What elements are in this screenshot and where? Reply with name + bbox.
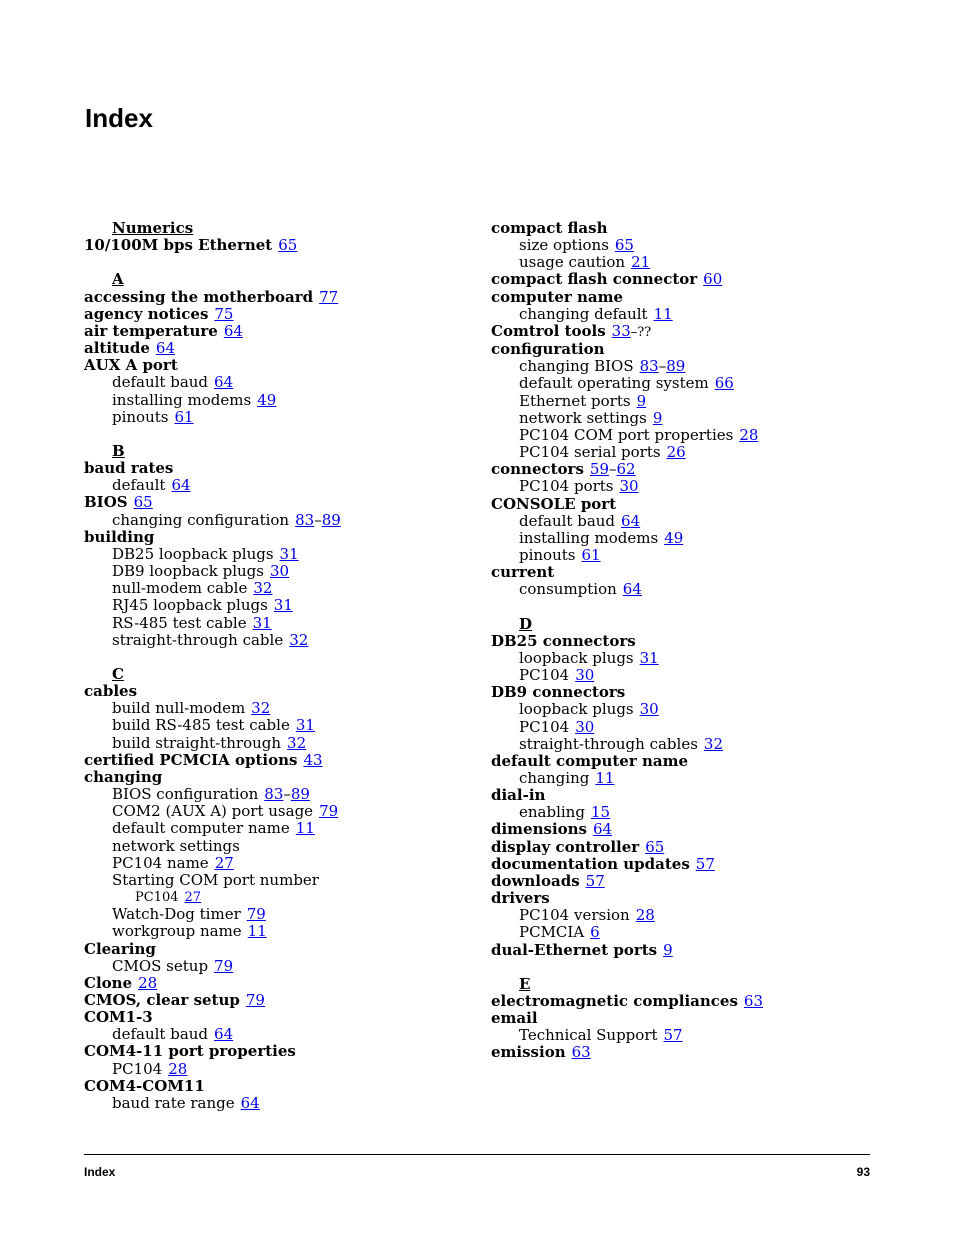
index-term: E bbox=[519, 974, 531, 993]
index-term: Comtrol tools bbox=[491, 321, 606, 340]
index-entry bbox=[491, 271, 911, 288]
index-term: agency notices bbox=[84, 304, 209, 323]
index-entry bbox=[491, 254, 911, 271]
index-entry bbox=[84, 786, 504, 803]
index-entry bbox=[84, 1026, 504, 1043]
index-entry bbox=[84, 700, 504, 717]
index-term: compact flash bbox=[491, 219, 608, 237]
footer-label: Index bbox=[84, 1165, 116, 1179]
index-entry bbox=[84, 237, 504, 254]
page-link[interactable]: 6 bbox=[590, 923, 600, 942]
page-link[interactable]: 63 bbox=[743, 992, 764, 1010]
index-term: PC104 bbox=[112, 1059, 163, 1078]
index-entry bbox=[491, 890, 911, 907]
page-link[interactable]: 30 bbox=[619, 477, 639, 496]
page-link[interactable]: 65 bbox=[278, 236, 298, 255]
index-term: 10/100M bps Ethernet bbox=[84, 236, 273, 255]
page-link[interactable]: 64 bbox=[214, 373, 234, 392]
page-link[interactable]: 31 bbox=[273, 596, 293, 615]
index-term: PC104 bbox=[519, 717, 570, 736]
page-range-dash: – bbox=[658, 357, 667, 376]
index-entry bbox=[84, 494, 504, 511]
index-term: email bbox=[491, 1009, 538, 1028]
page-link[interactable]: 64 bbox=[621, 511, 641, 530]
page-link[interactable]: 89 bbox=[290, 785, 310, 804]
index-entry bbox=[491, 907, 911, 924]
section-spacer bbox=[84, 649, 504, 666]
index-term: workgroup name bbox=[112, 922, 242, 941]
page-link[interactable]: 89 bbox=[666, 357, 686, 376]
index-term: changing default bbox=[519, 304, 648, 323]
index-entry bbox=[491, 427, 911, 444]
page-range-dash: – bbox=[314, 510, 322, 529]
index-term: network settings bbox=[112, 836, 240, 855]
index-term: A bbox=[112, 270, 124, 289]
index-entry bbox=[491, 306, 911, 323]
page-link[interactable]: 27 bbox=[184, 890, 202, 906]
page-link[interactable]: 33 bbox=[611, 321, 631, 340]
index-entry bbox=[84, 820, 504, 837]
index-entry bbox=[84, 615, 504, 632]
index-entry bbox=[84, 872, 504, 889]
index-term: connectors bbox=[491, 460, 584, 479]
index-term: documentation updates bbox=[491, 854, 690, 873]
index-term: PC104 bbox=[135, 890, 179, 906]
index-term: loopback plugs bbox=[519, 648, 634, 667]
index-entry bbox=[491, 461, 911, 478]
index-entry bbox=[84, 529, 504, 546]
index-term: default baud bbox=[519, 511, 616, 530]
index-term: AUX A port bbox=[84, 356, 178, 375]
index-entry bbox=[84, 323, 504, 340]
index-term: build straight-through bbox=[112, 733, 282, 752]
page-link[interactable]: 64 bbox=[223, 321, 243, 340]
page-link[interactable]: 75 bbox=[214, 304, 234, 323]
index-entry bbox=[491, 513, 911, 530]
section-heading bbox=[84, 666, 504, 683]
page-link[interactable]: 27 bbox=[214, 853, 234, 872]
index-entry bbox=[84, 1061, 504, 1078]
index-entry bbox=[84, 838, 504, 855]
index-entry bbox=[491, 237, 911, 254]
page-link[interactable]: 31 bbox=[279, 544, 299, 563]
index-term: COM4-COM11 bbox=[84, 1076, 205, 1095]
index-term: DB25 loopback plugs bbox=[112, 544, 274, 563]
index-term: installing modems bbox=[112, 390, 252, 409]
page-link[interactable]: 64 bbox=[155, 339, 176, 358]
page-link[interactable]: 49 bbox=[257, 390, 277, 409]
index-term: RJ45 loopback plugs bbox=[112, 596, 268, 615]
index-term: COM4-11 port properties bbox=[84, 1042, 296, 1061]
page-link[interactable]: 28 bbox=[168, 1059, 188, 1078]
index-term: consumption bbox=[519, 580, 617, 599]
section-heading bbox=[84, 220, 504, 237]
index-column-right bbox=[491, 220, 911, 1062]
page-range-dash: – bbox=[283, 785, 291, 804]
page-range-suffix: –?? bbox=[630, 324, 652, 340]
index-entry bbox=[491, 393, 911, 410]
index-entry bbox=[84, 683, 504, 700]
index-entry bbox=[491, 1010, 911, 1027]
index-term: COM1-3 bbox=[84, 1008, 153, 1027]
index-entry bbox=[84, 855, 504, 872]
index-entry bbox=[84, 1043, 504, 1060]
index-entry bbox=[491, 993, 911, 1010]
index-entry bbox=[84, 392, 504, 409]
index-entry bbox=[491, 667, 911, 684]
page-link[interactable]: 83 bbox=[639, 357, 659, 376]
index-entry bbox=[491, 547, 911, 564]
index-entry bbox=[491, 719, 911, 736]
index-entry bbox=[84, 975, 504, 992]
index-term: RS-485 test cable bbox=[112, 613, 247, 632]
index-term: default baud bbox=[112, 1025, 209, 1044]
page-link[interactable]: 89 bbox=[321, 510, 341, 529]
index-entry bbox=[491, 220, 911, 237]
index-term: default computer name bbox=[112, 819, 290, 838]
section-spacer bbox=[84, 426, 504, 443]
page-link[interactable]: 32 bbox=[703, 734, 723, 753]
page-link[interactable]: 11 bbox=[653, 304, 673, 323]
index-term: air temperature bbox=[84, 321, 218, 340]
page-link[interactable]: 66 bbox=[714, 374, 734, 393]
footer-rule bbox=[84, 1154, 870, 1155]
index-term: PC104 name bbox=[112, 853, 209, 872]
page-link[interactable]: 79 bbox=[245, 990, 265, 1009]
index-term: CONSOLE port bbox=[491, 494, 617, 513]
index-term: dimensions bbox=[491, 820, 588, 839]
index-term: Clearing bbox=[84, 939, 156, 958]
index-entry bbox=[491, 821, 911, 838]
page-link[interactable]: 59 bbox=[589, 460, 610, 479]
index-entry bbox=[84, 906, 504, 923]
section-spacer bbox=[84, 254, 504, 271]
index-entry bbox=[491, 289, 911, 306]
index-entry bbox=[491, 633, 911, 650]
page-link[interactable]: 49 bbox=[664, 528, 684, 547]
footer-page-number: 93 bbox=[856, 1165, 870, 1179]
index-entry bbox=[84, 580, 504, 597]
page-link[interactable]: 83 bbox=[295, 510, 315, 529]
index-entry bbox=[491, 444, 911, 461]
index-term: DB9 loopback plugs bbox=[112, 562, 264, 581]
index-entry bbox=[84, 958, 504, 975]
index-entry bbox=[84, 460, 504, 477]
index-term: default bbox=[112, 476, 166, 495]
index-entry bbox=[84, 374, 504, 391]
section-spacer bbox=[491, 598, 911, 615]
index-entry bbox=[84, 477, 504, 494]
page-link[interactable]: 15 bbox=[590, 803, 611, 822]
index-entry bbox=[491, 684, 911, 701]
index-entry bbox=[84, 717, 504, 734]
page-link[interactable]: 31 bbox=[295, 716, 315, 735]
index-column-left bbox=[84, 220, 504, 1112]
index-entry bbox=[491, 358, 911, 375]
page-link[interactable]: 83 bbox=[264, 785, 284, 804]
index-term: PC104 bbox=[519, 666, 570, 685]
section-heading bbox=[84, 443, 504, 460]
index-term: installing modems bbox=[519, 528, 659, 547]
index-entry bbox=[491, 753, 911, 770]
index-term: dial-in bbox=[491, 786, 546, 805]
index-term: B bbox=[112, 442, 125, 460]
index-entry bbox=[491, 787, 911, 804]
index-term: network settings bbox=[519, 408, 647, 427]
index-entry bbox=[491, 804, 911, 821]
index-term: changing bbox=[519, 768, 590, 787]
index-term: COM2 (AUX A) port usage bbox=[112, 802, 314, 821]
index-term: build RS-485 test cable bbox=[112, 716, 290, 735]
index-term: Starting COM port number bbox=[112, 870, 319, 889]
index-entry bbox=[84, 306, 504, 323]
section-heading bbox=[84, 271, 504, 288]
index-term: downloads bbox=[491, 871, 580, 890]
index-term: cables bbox=[84, 682, 138, 701]
index-entry bbox=[491, 1044, 911, 1061]
index-entry bbox=[84, 1095, 504, 1112]
page-link[interactable]: 43 bbox=[303, 750, 323, 769]
index-term: default operating system bbox=[519, 374, 709, 393]
page-title: Index bbox=[85, 103, 153, 133]
page-link[interactable]: 79 bbox=[214, 956, 234, 975]
index-entry bbox=[84, 597, 504, 614]
section-heading bbox=[491, 616, 911, 633]
index-term: altitude bbox=[84, 339, 150, 358]
index-term: Numerics bbox=[112, 219, 194, 237]
page-link[interactable]: 61 bbox=[174, 407, 194, 426]
page-link[interactable]: 30 bbox=[270, 562, 290, 581]
page-link[interactable]: 32 bbox=[287, 733, 307, 752]
page-link[interactable]: 30 bbox=[575, 717, 595, 736]
page-link[interactable]: 9 bbox=[652, 408, 663, 427]
section-heading bbox=[491, 976, 911, 993]
index-term: Technical Support bbox=[519, 1026, 658, 1045]
index-term: DB25 connectors bbox=[491, 631, 636, 650]
index-term: BIOS configuration bbox=[112, 785, 259, 804]
index-term: PC104 ports bbox=[519, 477, 614, 496]
page-link[interactable]: 30 bbox=[575, 666, 595, 685]
index-entry bbox=[84, 769, 504, 786]
index-entry bbox=[491, 856, 911, 873]
index-entry bbox=[84, 357, 504, 374]
page-link[interactable]: 32 bbox=[289, 630, 309, 649]
page-link[interactable]: 63 bbox=[571, 1043, 591, 1062]
index-entry bbox=[84, 889, 504, 906]
index-entry bbox=[84, 735, 504, 752]
index-entry bbox=[491, 564, 911, 581]
index-term: baud rates bbox=[84, 459, 174, 478]
page-link[interactable]: 28 bbox=[739, 425, 759, 444]
index-entry bbox=[84, 752, 504, 769]
index-entry bbox=[491, 581, 911, 598]
index-entry bbox=[491, 839, 911, 856]
index-term: PC104 version bbox=[519, 906, 630, 925]
page-link[interactable]: 21 bbox=[631, 253, 651, 272]
index-term: null-modem cable bbox=[112, 579, 248, 598]
index-entry bbox=[84, 563, 504, 580]
page-link[interactable]: 9 bbox=[663, 940, 673, 959]
index-entry bbox=[491, 1027, 911, 1044]
index-term: size options bbox=[519, 236, 609, 255]
index-term: Ethernet ports bbox=[519, 391, 631, 410]
page-link[interactable]: 64 bbox=[593, 820, 613, 839]
index-term: CMOS setup bbox=[112, 956, 209, 975]
page-link[interactable]: 11 bbox=[595, 768, 615, 787]
index-entry bbox=[491, 736, 911, 753]
index-entry bbox=[84, 923, 504, 940]
page-link[interactable]: 57 bbox=[585, 871, 605, 890]
index-entry bbox=[491, 323, 911, 341]
page-link[interactable]: 64 bbox=[240, 1093, 260, 1112]
index-term: usage caution bbox=[519, 253, 626, 272]
index-entry bbox=[491, 410, 911, 427]
index-entry bbox=[84, 992, 504, 1009]
page-link[interactable]: 60 bbox=[703, 270, 723, 289]
index-term: changing BIOS bbox=[519, 357, 634, 376]
index-entry bbox=[491, 873, 911, 890]
index-entry bbox=[84, 340, 504, 357]
page-link[interactable]: 32 bbox=[251, 699, 271, 718]
page-link[interactable]: 65 bbox=[645, 837, 665, 856]
index-term: computer name bbox=[491, 287, 624, 306]
section-spacer bbox=[491, 959, 911, 976]
page-link[interactable]: 62 bbox=[616, 460, 636, 479]
index-entry bbox=[84, 1078, 504, 1095]
index-term: current bbox=[491, 563, 555, 582]
page-link[interactable]: 57 bbox=[663, 1026, 683, 1045]
index-entry bbox=[491, 924, 911, 941]
index-term: C bbox=[112, 665, 124, 684]
page-link[interactable]: 31 bbox=[639, 648, 659, 667]
index-term: PCMCIA bbox=[519, 923, 585, 942]
page-link[interactable]: 26 bbox=[666, 443, 686, 462]
page-link[interactable]: 64 bbox=[622, 580, 642, 599]
index-entry bbox=[491, 701, 911, 718]
index-entry bbox=[491, 650, 911, 667]
index-term: certified PCMCIA options bbox=[84, 750, 298, 769]
index-entry bbox=[491, 942, 911, 959]
index-term: configuration bbox=[491, 340, 605, 359]
index-term: straight-through cables bbox=[519, 734, 698, 753]
index-term: emission bbox=[491, 1043, 566, 1062]
index-entry bbox=[84, 941, 504, 958]
index-term: building bbox=[84, 527, 155, 546]
index-term: BIOS bbox=[84, 493, 128, 512]
index-term: build null-modem bbox=[112, 699, 246, 718]
index-term: default computer name bbox=[491, 751, 688, 770]
index-term: accessing the motherboard bbox=[84, 287, 314, 306]
page-link[interactable]: 32 bbox=[253, 579, 273, 598]
index-term: default baud bbox=[112, 373, 209, 392]
index-entry bbox=[84, 632, 504, 649]
index-entry bbox=[491, 530, 911, 547]
page-link[interactable]: 65 bbox=[133, 493, 153, 512]
page-link[interactable]: 77 bbox=[319, 287, 339, 306]
index-entry bbox=[84, 512, 504, 529]
index-term: display controller bbox=[491, 837, 640, 856]
index-entry bbox=[491, 496, 911, 513]
index-term: changing configuration bbox=[112, 510, 290, 529]
index-entry bbox=[491, 478, 911, 495]
index-entry bbox=[84, 409, 504, 426]
page-link[interactable]: 28 bbox=[635, 906, 655, 925]
index-term: Watch-Dog timer bbox=[112, 905, 241, 924]
index-entry bbox=[84, 546, 504, 563]
page-link[interactable]: 28 bbox=[138, 973, 158, 992]
page-link[interactable]: 31 bbox=[252, 613, 272, 632]
page-link[interactable]: 65 bbox=[614, 236, 634, 255]
page-link[interactable]: 11 bbox=[295, 819, 315, 838]
index-term: pinouts bbox=[519, 545, 576, 564]
page-link[interactable]: 64 bbox=[171, 476, 191, 495]
page-link[interactable]: 57 bbox=[695, 854, 715, 873]
index-term: DB9 connectors bbox=[491, 683, 626, 702]
page-link[interactable]: 61 bbox=[581, 545, 601, 564]
index-entry bbox=[84, 803, 504, 820]
index-term: pinouts bbox=[112, 407, 169, 426]
page-link[interactable]: 30 bbox=[639, 700, 659, 719]
index-term: straight-through cable bbox=[112, 630, 284, 649]
page-link[interactable]: 64 bbox=[214, 1025, 234, 1044]
index-entry bbox=[84, 1009, 504, 1026]
page-link[interactable]: 11 bbox=[247, 922, 267, 941]
index-term: electromagnetic compliances bbox=[491, 992, 738, 1010]
index-term: changing bbox=[84, 767, 163, 786]
page-link[interactable]: 79 bbox=[246, 905, 266, 924]
index-entry bbox=[491, 770, 911, 787]
index-term: PC104 COM port properties bbox=[519, 425, 734, 444]
index-term: loopback plugs bbox=[519, 700, 634, 719]
index-term: drivers bbox=[491, 889, 550, 908]
page-link[interactable]: 9 bbox=[636, 391, 647, 410]
index-term: enabling bbox=[519, 803, 585, 822]
index-term: dual-Ethernet ports bbox=[491, 940, 658, 959]
index-term: compact flash connector bbox=[491, 270, 698, 289]
index-term: D bbox=[519, 614, 533, 633]
index-entry bbox=[491, 341, 911, 358]
index-term: baud rate range bbox=[112, 1093, 235, 1112]
index-entry bbox=[491, 375, 911, 392]
index-term: Clone bbox=[84, 973, 133, 992]
index-term: PC104 serial ports bbox=[519, 443, 661, 462]
index-term: CMOS, clear setup bbox=[84, 990, 240, 1009]
index-entry bbox=[84, 289, 504, 306]
page-range-dash: – bbox=[609, 460, 617, 479]
page-link[interactable]: 79 bbox=[319, 802, 339, 821]
